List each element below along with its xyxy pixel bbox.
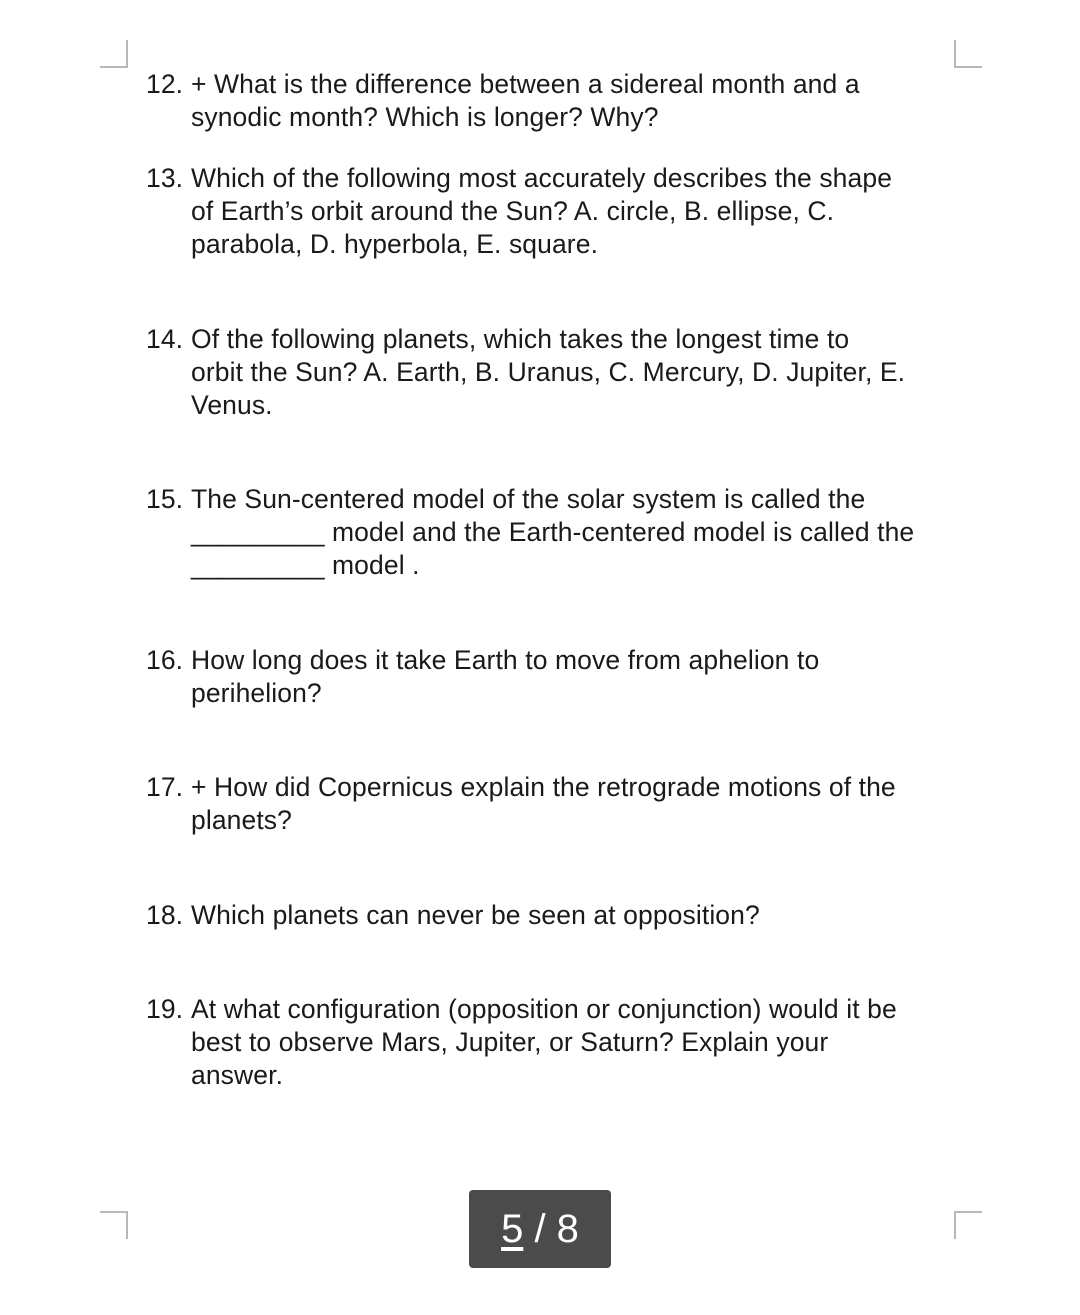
total-page-count: 8 — [556, 1207, 579, 1251]
question-16 — [146, 644, 966, 710]
question-text: Of the following planets, which takes the longest time to orbit the Sun? A. Earth, B. Uranus, C. Mercury, D. Jupiter, E. Venus. — [191, 324, 906, 420]
page-separator: / — [523, 1207, 557, 1251]
question-12 — [146, 68, 966, 134]
question-15 — [146, 483, 966, 582]
question-number: 13. — [146, 163, 184, 193]
question-number: 12. — [146, 69, 184, 99]
page-indicator[interactable] — [469, 1190, 611, 1268]
question-text: The Sun-centered model of the solar system is called the _________ model and the Earth-centered model is called the _________ model . — [191, 484, 915, 580]
question-text: How long does it take Earth to move from aphelion to perihelion? — [191, 645, 820, 708]
page-corner-mark-bottom-left — [100, 1211, 128, 1239]
question-number: 19. — [146, 994, 184, 1024]
page-corner-mark-top-right — [954, 40, 982, 68]
question-text: At what configuration (opposition or conjunction) would it be best to observe Mars, Jupiter, or Saturn? Explain your answer. — [191, 994, 897, 1090]
question-number: 15. — [146, 484, 184, 514]
question-19 — [146, 993, 966, 1092]
current-page-number[interactable]: 5 — [501, 1207, 524, 1251]
question-text: Which of the following most accurately describes the shape of Earth’s orbit around the Sun? A. circle, B. ellipse, C. parabola, D. hyperbola, E. square. — [191, 163, 893, 259]
question-17 — [146, 771, 966, 837]
question-text: + How did Copernicus explain the retrograde motions of the planets? — [191, 772, 896, 835]
question-text: + What is the difference between a sidereal month and a synodic month? Which is longer? Why? — [191, 69, 860, 132]
question-14 — [146, 323, 966, 422]
question-number: 17. — [146, 772, 184, 802]
question-number: 14. — [146, 324, 184, 354]
question-number: 16. — [146, 645, 184, 675]
question-text: Which planets can never be seen at opposition? — [191, 900, 760, 930]
question-18 — [146, 899, 966, 932]
question-13 — [146, 162, 966, 261]
question-number: 18. — [146, 900, 184, 930]
page-corner-mark-bottom-right — [954, 1211, 982, 1239]
page-corner-mark-top-left — [100, 40, 128, 68]
